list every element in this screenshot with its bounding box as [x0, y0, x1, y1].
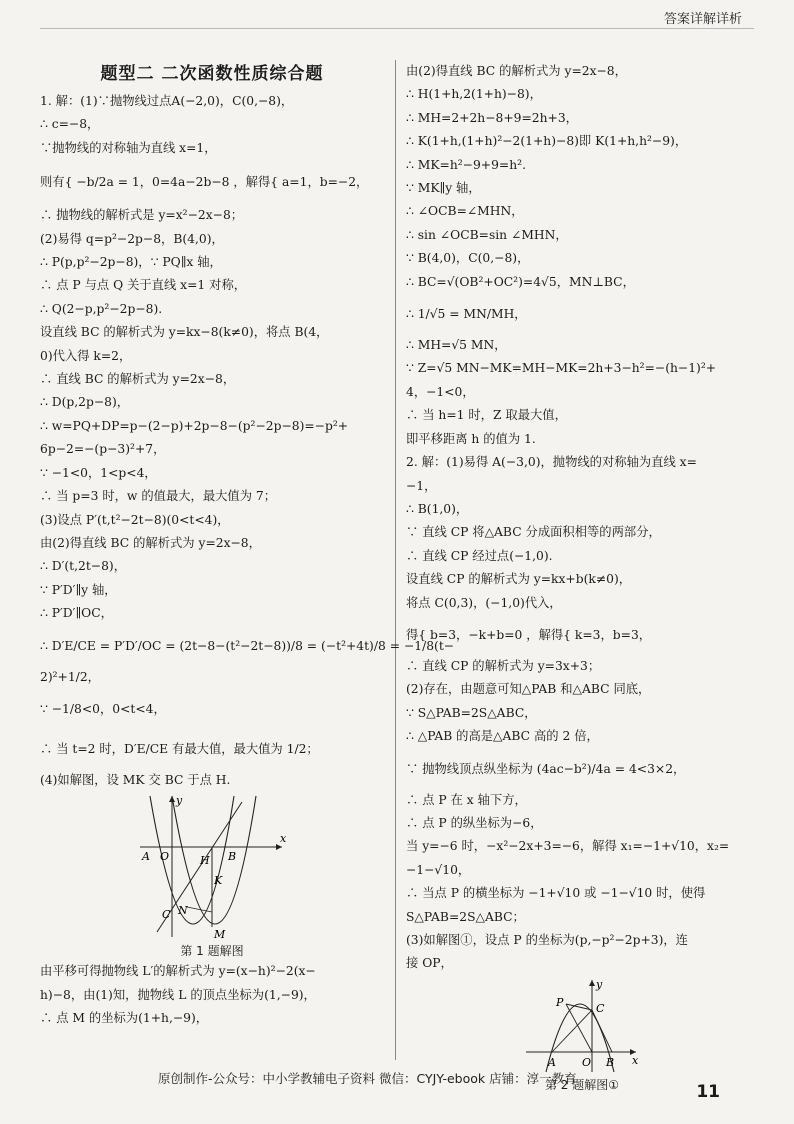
- text-line: 由(2)得直线 BC 的解析式为 y=2x−8，: [406, 64, 627, 78]
- fig1-label-h: H: [200, 854, 210, 868]
- page-title: 题型二 二次函数性质综合题: [100, 64, 324, 84]
- text-line: 2)²+1/2，: [40, 669, 100, 684]
- text-line: ∴ MK=h²−9+9=h².: [406, 157, 526, 172]
- text-line: ∵ −1/8<0，0<t<4，: [40, 701, 166, 716]
- text-line: 得{ b=3，−k+b=0 ，解得{ k=3，b=3，: [406, 627, 652, 642]
- text-line: ∴ D′E/CE = P′D′/OC = (2t−8−(t²−2t−8))/8 = (−t²+4t)/8 = −1/8(t−: [40, 638, 455, 653]
- text-line: ∵ P′D′∥y 轴，: [40, 582, 117, 597]
- text-line: ∴ 当 t=2 时，D′E/CE 有最大值，最大值为 1/2；: [40, 741, 319, 756]
- text-line: ∴ D(p,2p−8)，: [40, 395, 130, 410]
- fig2-label-y: y: [596, 977, 603, 991]
- header-rule: [40, 28, 754, 29]
- text-line: ∴ 点 P 与点 Q 关于直线 x=1 对称，: [40, 278, 247, 293]
- text-line: (4)如解图，设 MK 交 BC 于点 H.: [40, 772, 231, 787]
- text-line: ∴ 直线 BC 的解析式为 y=2x−8，: [40, 372, 236, 387]
- text-line: (3)如解图①，设点 P 的坐标为(p,−p²−2p+3)，连: [406, 933, 688, 947]
- text-line: 即平移距离 h 的值为 1.: [406, 431, 536, 446]
- text-line: ∴ 当 h=1 时，Z 取最大值，: [406, 408, 567, 423]
- text-line: 由(2)得直线 BC 的解析式为 y=2x−8，: [40, 535, 261, 550]
- text-line: ∵ 抛物线顶点纵坐标为 (4ac−b²)/4a = 4<3×2，: [406, 761, 686, 776]
- left-solution-text-continued: [40, 960, 384, 1030]
- fig1-label-a: A: [142, 850, 150, 864]
- text-line: 0)代入得 k=2，: [40, 348, 132, 363]
- text-line: ∴ MH=√5 MN，: [406, 338, 507, 353]
- page-number: 11: [696, 1082, 720, 1102]
- fig2-label-p: P: [556, 995, 564, 1009]
- text-line: 4，−1<0，: [406, 384, 475, 399]
- fig2-label-o: O: [582, 1055, 592, 1069]
- figure-1-graph: [132, 792, 292, 942]
- text-line: ∴ ∠OCB=∠MHN，: [406, 204, 524, 219]
- header-label: 答案详解详析: [663, 12, 742, 27]
- fig1-label-n: N: [178, 904, 188, 918]
- fig1-label-c: C: [162, 908, 171, 922]
- figure-2-graph: [522, 976, 642, 1076]
- text-line: ∴ 点 P 的纵坐标为−6，: [406, 815, 543, 830]
- fig1-label-b: B: [228, 850, 237, 864]
- right-solution-text: [406, 60, 758, 976]
- text-line: 6p−2=−(p−3)²+7，: [40, 442, 166, 457]
- text-line: (2)存在，由题意可知△PAB 和△ABC 同底，: [406, 682, 651, 697]
- text-line: (3)设点 P′(t,t²−2t−8)(0<t<4)，: [40, 512, 230, 527]
- text-line: ∴ △PAB 的高是△ABC 高的 2 倍，: [406, 729, 599, 744]
- figure-1: [40, 792, 384, 960]
- text-line: ∴ w=PQ+DP=p−(2−p)+2p−8−(p²−2p−8)=−p²+: [40, 418, 349, 433]
- text-line: −1−√10，: [406, 862, 471, 877]
- text-line: h)−8，由(1)知，抛物线 L 的顶点坐标为(1,−9)，: [40, 987, 316, 1002]
- text-line: −1，: [406, 478, 437, 493]
- text-line: ∴ P′D′∥OC，: [40, 606, 113, 621]
- fig1-label-o: O: [160, 850, 170, 864]
- text-line: ∵ B(4,0)，C(0,−8)，: [406, 251, 530, 266]
- right-column: [406, 60, 758, 1094]
- text-line: ∴ 1/√5 = MN/MH，: [406, 307, 527, 322]
- fig1-label-y: y: [176, 794, 183, 808]
- text-line: ∵抛物线的对称轴为直线 x=1，: [40, 140, 217, 155]
- fig2-label-b: B: [606, 1055, 615, 1069]
- text-line: ∴ P(p,p²−2p−8)，∵ PQ∥x 轴，: [40, 255, 222, 270]
- text-line: ∴ 抛物线的解析式是 y=x²−2x−8；: [40, 208, 244, 223]
- fig2-label-c: C: [596, 1001, 605, 1015]
- text-line: S△PAB=2S△ABC；: [406, 909, 525, 924]
- text-line: ∵ S△PAB=2S△ABC，: [406, 705, 537, 720]
- text-line: ∴ MH=2+2h−8+9=2h+3，: [406, 110, 578, 125]
- text-line: ∴ BC=√(OB²+OC²)=4√5，MN⊥BC，: [406, 274, 635, 289]
- text-line: ∴ Q(2−p,p²−2p−8).: [40, 301, 163, 316]
- figure-1-caption: 第 1 题解图: [180, 944, 244, 959]
- text-line: ∴ sin ∠OCB=sin ∠MHN，: [406, 227, 568, 242]
- text-line: 当 y=−6 时，−x²−2x+3=−6，解得 x₁=−1+√10，x₂=: [406, 839, 730, 854]
- text-line: ∴ c=−8，: [40, 117, 100, 132]
- footer-watermark: 原创制作-公众号：中小学教辅电子资料 微信：CYJY-ebook 店铺：淳一教育: [158, 1071, 577, 1086]
- text-line: 2. 解：(1)易得 A(−3,0)，抛物线的对称轴为直线 x=: [406, 455, 697, 470]
- text-line: (2)易得 q=p²−2p−8，B(4,0)，: [40, 231, 224, 246]
- text-line: 1. 解：(1)∵抛物线过点A(−2,0)，C(0,−8)，: [40, 94, 294, 108]
- text-line: 则有{ −b/2a = 1，0=4a−2b−8 ，解得{ a=1，b=−2，: [40, 175, 369, 190]
- text-line: ∵ Z=√5 MN−MK=MH−MK=2h+3−h²=−(h−1)²+: [406, 361, 717, 376]
- figure-2-caption: 第 2 题解图①: [544, 1077, 620, 1092]
- text-line: ∴ B(1,0)，: [406, 501, 469, 516]
- fig2-label-x: x: [632, 1053, 639, 1067]
- text-line: 设直线 BC 的解析式为 y=kx−8(k≠0)，将点 B(4，: [40, 325, 329, 340]
- text-line: ∴ 直线 CP 的解析式为 y=3x+3；: [406, 658, 601, 673]
- text-line: ∵ 直线 CP 将△ABC 分成面积相等的两部分，: [406, 525, 661, 540]
- fig1-label-k: K: [214, 874, 223, 888]
- fig1-label-m: M: [214, 928, 226, 942]
- text-line: ∴ 当 p=3 时，w 的值最大，最大值为 7；: [40, 489, 277, 504]
- text-line: ∴ H(1+h,2(1+h)−8)，: [406, 87, 542, 102]
- text-line: 由平移可得抛物线 L′的解析式为 y=(x−h)²−2(x−: [40, 964, 316, 979]
- text-line: ∴ K(1+h,(1+h)²−2(1+h)−8)即 K(1+h,h²−9)，: [406, 134, 688, 149]
- text-line: ∴ 点 M 的坐标为(1+h,−9)，: [40, 1011, 209, 1026]
- fig2-label-a: A: [548, 1055, 556, 1069]
- text-line: ∵ −1<0，1<p<4，: [40, 465, 157, 480]
- text-line: ∴ 直线 CP 经过点(−1,0).: [406, 548, 553, 563]
- text-line: ∴ 当点 P 的横坐标为 −1+√10 或 −1−√10 时，使得: [406, 886, 706, 901]
- text-line: ∵ MK∥y 轴，: [406, 181, 481, 196]
- fig1-label-x: x: [280, 832, 287, 846]
- text-line: 设直线 CP 的解析式为 y=kx+b(k≠0)，: [406, 572, 632, 587]
- text-line: 接 OP，: [406, 956, 453, 971]
- text-line: ∴ D′(t,2t−8)，: [40, 559, 127, 574]
- column-divider: [395, 60, 396, 1060]
- text-line: 将点 C(0,3)，(−1,0)代入，: [406, 595, 562, 610]
- text-line: ∴ 点 P 在 x 轴下方，: [406, 792, 527, 807]
